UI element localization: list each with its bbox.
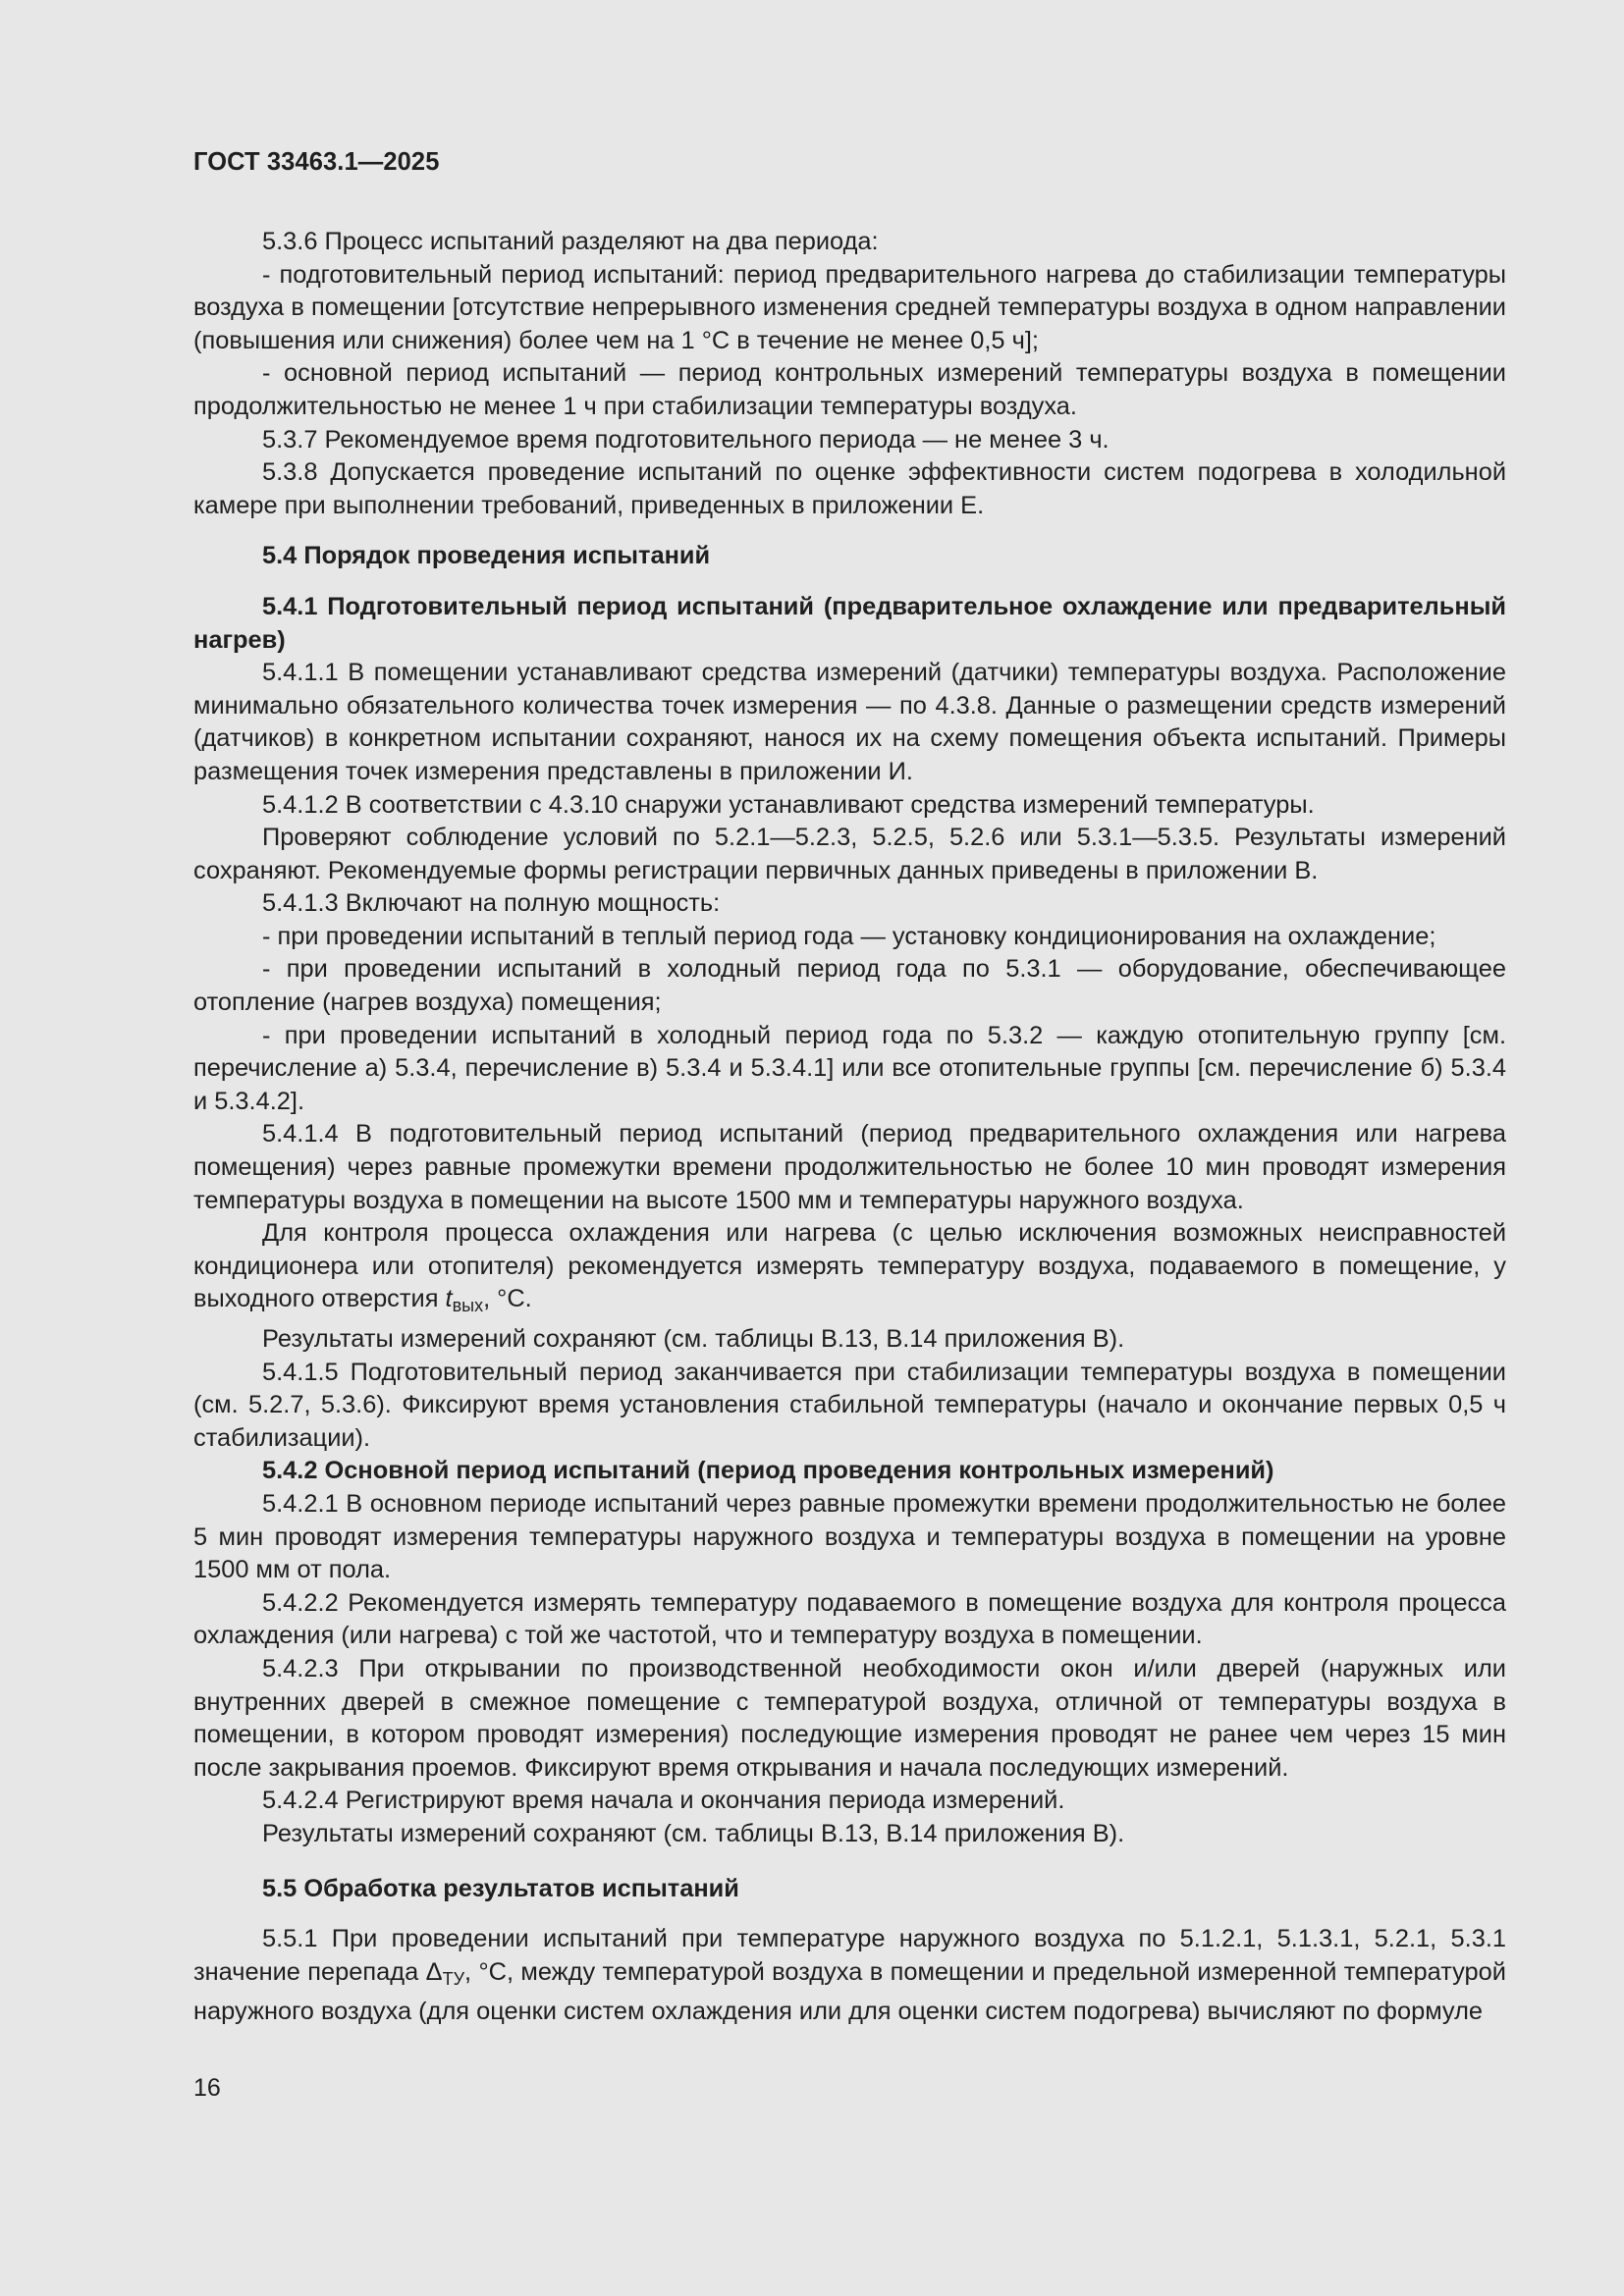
paragraph-5-4-1-2: 5.4.1.2 В соответствии с 4.3.10 снаружи устанавливают средства измерений температуры. [262, 790, 1315, 819]
page-number: 16 [193, 2074, 221, 2102]
list-item-warm-period: - при проведении испытаний в теплый период года — установку кондиционирования на охлаждение; [262, 922, 1436, 950]
paragraph-5-5-1 [193, 1923, 1506, 2029]
text-span-rest: , °С, между температурой воздуха в помещении и предельной измеренной температурой наружного воздуха (для оценки систем охлаждения или для оценки систем подогрева) вычисляют по формуле [193, 1957, 1506, 2026]
list-item-preparatory-period: - подготовительный период испытаний: период предварительного нагрева до стабилизации температуры воздуха в помещении [отсутствие непрерывного изменения средней температуры воздуха в одном направлении (повышения или снижения) более чем на 1 °С в течение не менее 0,5 ч]; [193, 260, 1506, 354]
paragraph-5-4-1-4: 5.4.1.4 В подготовительный период испытаний (период предварительного охлаждения или нагрева помещения) через равные промежутки времени продолжительностью не более 10 мин проводят измерения температуры воздуха в помещении на высоте 1500 мм и температуры наружного воздуха. [193, 1120, 1506, 1214]
list-item-cold-period-5-3-1: - при проведении испытаний в холодный период года по 5.3.1 — оборудование, обеспечивающее отопление (нагрев воздуха) помещения; [193, 955, 1506, 1017]
formula-subscript-ty: ТУ [442, 1968, 465, 1989]
paragraph-5-4-2-1: 5.4.2.1 В основном периоде испытаний через равные промежутки времени продолжительностью не более 5 мин проводят измерения температуры наружного воздуха и температуры воздуха в помещении на уровне 1500 мм от пола. [193, 1489, 1506, 1584]
subsection-heading-5-4-2: 5.4.2 Основной период испытаний (период проведения контрольных измерений) [262, 1457, 1274, 1485]
paragraph-5-3-7: 5.3.7 Рекомендуемое время подготовительного периода — не менее 3 ч. [262, 425, 1110, 454]
text-span-unit: , °С. [483, 1285, 532, 1313]
paragraph-5-4-2-3: 5.4.2.3 При открывании по производственной необходимости окон и/или дверей (наружных или внутренних дверей в смежное помещение с температурой воздуха, отличной от температуры воздуха в помещении, в котором проводят измерения) последующие измерения проводят не ранее чем через 15 мин после закрывания проемов. Фиксируют время открывания и начала последующих измерений. [193, 1654, 1506, 1782]
list-item-main-period: - основной период испытаний — период контрольных измерений температуры воздуха в помещении продолжительностью не менее 1 ч при стабилизации температуры воздуха. [193, 359, 1506, 420]
paragraph-5-4-1-5: 5.4.1.5 Подготовительный период заканчивается при стабилизации температуры воздуха в помещении (см. 5.2.7, 5.3.6). Фиксируют время установления стабильной температуры (начало и окончание первых 0,5 ч стабилизации). [193, 1358, 1506, 1452]
formula-symbol-delta: Δ [425, 1957, 443, 1986]
document-header: ГОСТ 33463.1—2025 [193, 148, 440, 176]
paragraph-5-4-2-2: 5.4.2.2 Рекомендуется измерять температуру подаваемого в помещение воздуха для контроля процесса охлаждения (или нагрева) с той же частотой, что и температуру воздуха в помещении. [193, 1588, 1506, 1650]
document-page [193, 0, 1506, 2296]
subsection-heading-5-4-1: 5.4.1 Подготовительный период испытаний (предварительное охлаждение или предварительный нагрев) [193, 592, 1506, 654]
formula-subscript-out: вых [452, 1296, 484, 1316]
paragraph-5-4-1-3: 5.4.1.3 Включают на полную мощность: [262, 889, 721, 918]
paragraph-5-4-1-1: 5.4.1.1 В помещении устанавливают средства измерений (датчики) температуры воздуха. Расположение минимально обязательного количества точек измерения — по 4.3.8. Данные о размещении средств измерений (датчиков) в конкретном испытании сохраняют, нанося их на схему помещения объекта испытаний. Примеры размещения точек измерения представлены в приложении И. [193, 659, 1506, 785]
text-span: Для контроля процесса охлаждения или нагрева (с целью исключения возможных неисправностей кондиционера или отопителя) рекомендуется измерять температуру воздуха, подаваемого в помещение, у выходного отверстия [193, 1219, 1506, 1313]
paragraph-5-3-6: 5.3.6 Процесс испытаний разделяют на два периода: [262, 228, 879, 255]
paragraph-results-saved-2: Результаты измерений сохраняют (см. таблицы В.13, В.14 приложения В). [262, 1819, 1125, 1847]
paragraph-check-conditions: Проверяют соблюдение условий по 5.2.1—5.2.3, 5.2.5, 5.2.6 или 5.3.1—5.3.5. Результаты измерений сохраняют. Рекомендуемые формы регистрации первичных данных приведены в приложении В. [193, 824, 1506, 884]
text-span: 5.5.1 При проведении испытаний при температуре наружного воздуха по 5.1.2.1, 5.1.3.1, 5.2.1, 5.3.1 значение перепада [193, 1925, 1506, 1986]
formula-symbol-t: t [445, 1285, 453, 1313]
document-body [193, 226, 1506, 2029]
list-item-cold-period-5-3-2: - при проведении испытаний в холодный период года по 5.3.2 — каждую отопительную группу [см. перечисление а) 5.3.4, перечисление в) 5.3.4 и 5.3.4.1] или все отопительные группы [см. перечисление б) 5.3.4 и 5.3.4.2]. [193, 1021, 1506, 1115]
paragraph-results-saved-1: Результаты измерений сохраняют (см. таблицы В.13, В.14 приложения В). [262, 1325, 1125, 1353]
paragraph-5-3-8: 5.3.8 Допускается проведение испытаний по оценке эффективности систем подогрева в холодильной камере при выполнении требований, приведенных в приложении Е. [193, 458, 1506, 519]
paragraph-control-process [193, 1217, 1506, 1323]
section-heading-5-5: 5.5 Обработка результатов испытаний [262, 1874, 739, 1902]
paragraph-5-4-2-4: 5.4.2.4 Регистрируют время начала и окончания периода измерений. [262, 1787, 1065, 1815]
section-heading-5-4: 5.4 Порядок проведения испытаний [262, 542, 711, 570]
